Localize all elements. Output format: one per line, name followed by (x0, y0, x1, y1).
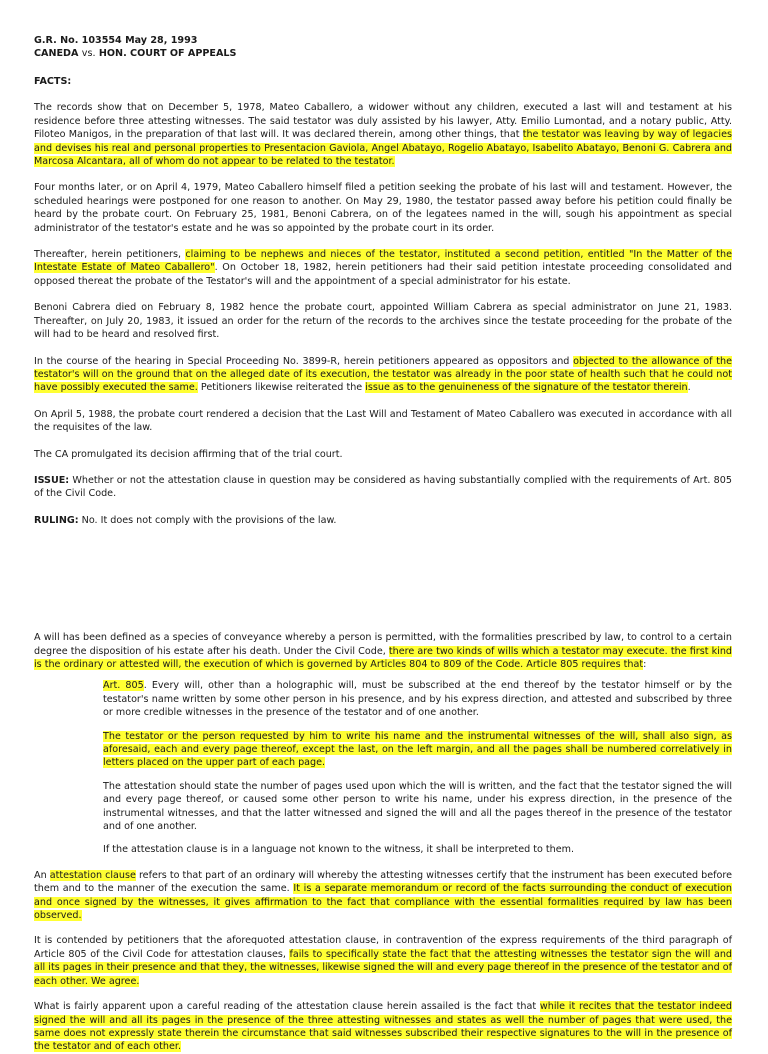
case-number: G.R. No. 103554 May 28, 1993 (34, 35, 198, 46)
facts-paragraph-1 (34, 101, 732, 168)
text-run: . Every will, other than a holographic will, must be subscribed at the end thereof by the testator himself or by the testator's name written by some other person in his presence, and by his express direction, and attested and subscribed by three or more credible witnesses in the presence of the testator and of one another. (103, 680, 732, 719)
facts-heading: FACTS: (34, 76, 72, 87)
article-805-paragraph-1 (103, 679, 732, 719)
ruling-paragraph-4 (34, 1000, 732, 1054)
issue-text: Whether or not the attestation clause in question may be considered as having substantially complied with the requirements of Art. 805 of the Civil Code. (34, 474, 732, 500)
ruling-paragraph-2 (34, 869, 732, 923)
ruling-text: No. It does not comply with the provisions of the law. (78, 514, 337, 526)
page-break-space (34, 527, 732, 631)
highlighted-text: The testator or the person requested by him to write his name and the instrumental witnesses of the will, shall also sign, as aforesaid, each and every page thereof, except the last, on the left margin, and all the pages shall be numbered correlatively in letters placed on the upper part of each page. (103, 730, 732, 769)
highlighted-text: claiming to be nephews and nieces of the testator, instituted a second petition, entitled "In the Matter of the Intestate Estate of Mateo Caballero" (34, 249, 732, 274)
case-title (34, 47, 732, 60)
issue-paragraph (34, 474, 732, 501)
issue-label: ISSUE: (34, 474, 70, 486)
text-run: . (687, 382, 691, 394)
text-run: A will has been defined as a species of conveyance whereby a person is permitted, with the formalities prescribed by law, to control to a certain degree the disposition of his estate after his death. Under the Civil Code, (34, 632, 732, 657)
highlighted-text: objected to the allowance of the testator's will on the ground that on the alleged date of its execution, the testator was already in the poor state of health such that he could not have possibly executed the same. (34, 355, 732, 394)
highlighted-text: issue as to the genuineness of the signature of the testator therein (365, 382, 688, 394)
text-run: In the course of the hearing in Special Proceeding No. 3899-R, herein petitioners appeared as oppositors and (34, 355, 574, 367)
ruling-paragraph-3 (34, 934, 732, 988)
text-run: It is contended by petitioners that the aforequoted attestation clause, in contravention of the express requirements of the third paragraph of Article 805 of the Civil Code for attestation clauses, (34, 935, 732, 960)
text-run: Thereafter, herein petitioners, (34, 249, 186, 261)
highlighted-text: while it recites that the testator indeed signed the will and all its pages in the presence of the three attesting witnesses and states as well the number of pages that were used, the same does not expressly state therein the circumstance that said witnesses subscribed their respective signatures to the will in the presence of the testator and of each other. (34, 1001, 732, 1053)
facts-paragraph-6: On April 5, 1988, the probate court rendered a decision that the Last Will and Testament of Mateo Caballero was executed in accordance with all the requisites of the law. (34, 408, 732, 434)
text-run: What is fairly apparent upon a careful reading of the attestation clause herein assailed is the fact that (34, 1001, 540, 1013)
highlighted-text: fails to specifically state the fact that the attesting witnesses the testator sign the will and all its pages in their presence and that they, the witnesses, likewise signed the will and every page thereof in the presence of the testator and of each other. We agree. (34, 948, 733, 987)
text-run: The records show that on December 5, 1978, Mateo Caballero, a widower without any children, executed a last will and testament at his residence before three attesting witnesses. The said testator was duly assisted by his lawyer, Atty. Emilio Lumontad, and a notary public, Atty. Filoteo Manigos, in the preparation of that last will. It was declared therein, among other things, that (34, 102, 732, 141)
text-run: An (34, 869, 50, 881)
text-run: : (643, 658, 647, 670)
facts-paragraph-7: The CA promulgated its decision affirming that of the trial court. (34, 448, 343, 460)
article-805-paragraph-4: If the attestation clause is in a language not known to the witness, it shall be interpreted to them. (103, 844, 575, 856)
highlighted-text: there are two kinds of wills which a testator may execute. the first kind is the ordinary or attested will, the execution of which is governed by Articles 804 to 809 of the Code. Article 805 requires that (34, 645, 732, 670)
ruling-paragraph (34, 514, 732, 527)
respondent-name: HON. COURT OF APPEALS (98, 48, 237, 59)
text-run: refers to that part of an ordinary will whereby the attesting witnesses certify that the instrument has been executed before them and to the manner of the execution the same. (34, 869, 732, 895)
ruling-label: RULING: (34, 514, 79, 526)
text-run: . On October 18, 1982, herein petitioners had their said petition intestate proceeding consolidated and opposed thereat the probate of the Testator's will and the appointment of a special administrator for his estate. (34, 262, 732, 287)
facts-paragraph-2: Four months later, or on April 4, 1979, Mateo Caballero himself filed a petition seeking the probate of his last will and testament. However, the scheduled hearings were postponed for one reason to another. On May 29, 1980, the testator passed away before his petition could finally be heard by the probate court. On February 25, 1981, Benoni Cabrera, on of the legatees named in the will, sough his appointment as special administrator of the testator's estate and he was so appointed by the probate court in its order. (34, 182, 732, 234)
text-run: Petitioners likewise reiterated the (197, 382, 366, 394)
versus-label: vs. (81, 48, 96, 59)
facts-paragraph-3 (34, 248, 732, 288)
petitioner-name: CANEDA (34, 48, 79, 59)
facts-paragraph-4: Benoni Cabrera died on February 8, 1982 hence the probate court, appointed William Cabrera as special administrator on June 21, 1983. Thereafter, on July 20, 1983, it issued an order for the return of the records to the archives since the testate proceeding for the probate of the will had to be heard and resolved first. (34, 302, 732, 341)
highlighted-text: Art. 805 (103, 680, 144, 692)
ruling-paragraph-1 (34, 631, 732, 671)
highlighted-text: It is a separate memorandum or record of the facts surrounding the conduct of execution and once signed by the witnesses, it gives affirmation to the fact that compliance with the essential formalities required by law has been observed. (34, 883, 732, 922)
article-805-paragraph-2 (103, 730, 732, 770)
article-805-paragraph-3: The attestation should state the number of pages used upon which the will is written, and the fact that the testator signed the will and every page thereof, or caused some other person to write his name, under his express direction, in the presence of the instrumental witnesses, and that the latter witnessed and signed the will and all the pages thereof in the presence of the testator and of one another. (103, 780, 732, 833)
highlighted-text: attestation clause (49, 869, 136, 881)
highlighted-text: the testator was leaving by way of legacies and devises his real and personal properties to Presentacion Gaviola, Angel Abatayo, Rogelio Abatayo, Isabelito Abatayo, Benoni G. Cabrera and Marcosa Alcantara, all of whom do not appear to be related to the testator. (34, 129, 732, 168)
facts-paragraph-5 (34, 355, 732, 395)
